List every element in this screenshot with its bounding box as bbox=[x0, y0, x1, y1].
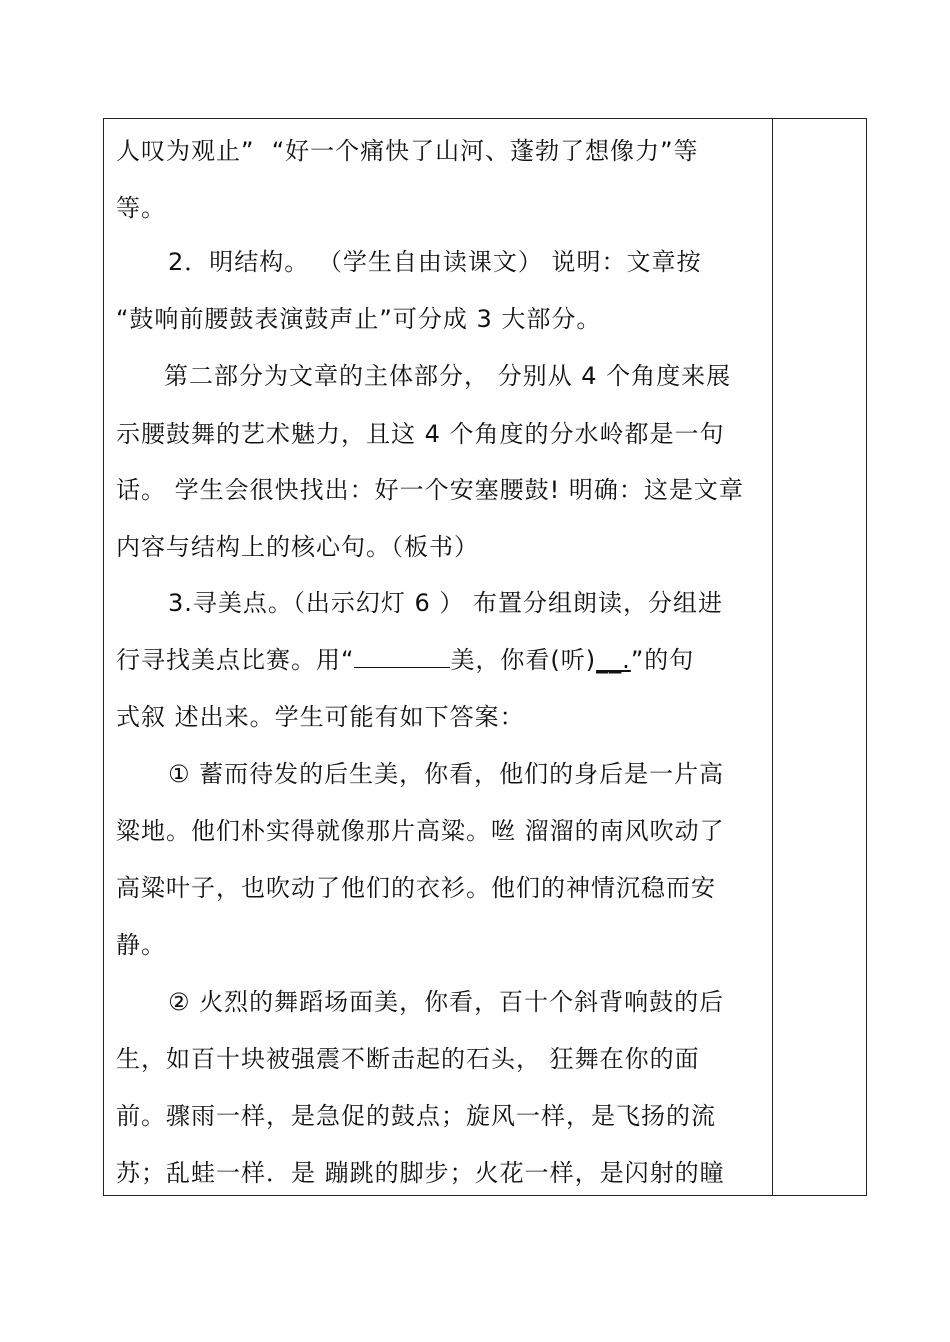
column-divider bbox=[772, 119, 773, 1195]
text-line: 人叹为观止” “好一个痛快了山河、蓬勃了想像力”等 bbox=[116, 137, 699, 165]
text-line: 式叙 述出来。学生可能有如下答案： bbox=[116, 703, 525, 731]
fill-blank-2: __. bbox=[596, 646, 631, 674]
text-line: 静。 bbox=[116, 931, 166, 959]
text-line: 话。 学生会很快找出：好一个安塞腰鼓! 明确：这是文章 bbox=[116, 476, 744, 504]
text-line: 高粱叶子，也吹动了他们的衣衫。他们的神情沉稳而安 bbox=[116, 874, 716, 902]
text-line: 生，如百十块被强震不断击起的石头， 狂舞在你的面 bbox=[116, 1045, 700, 1073]
main-text-cell bbox=[116, 119, 766, 1195]
text-line: 粱地。他们朴实得就像那片高粱。咝 溜溜的南风吹动了 bbox=[116, 817, 725, 845]
sentence-pattern-end: ”的句 bbox=[630, 646, 695, 674]
text-line: 3.寻美点。（出示幻灯 6 ） 布置分组朗读，分组进 bbox=[168, 589, 724, 617]
text-line: 苏；乱蛙一样．是 蹦跳的脚步；火花一样，是闪射的瞳 bbox=[116, 1159, 725, 1187]
text-line: 示腰鼓舞的艺术魅力，且这 4 个角度的分水岭都是一句 bbox=[116, 420, 725, 448]
text-line: 等。 bbox=[116, 194, 166, 222]
text-line: ① 蓄而待发的后生美，你看，他们的身后是一片高 bbox=[168, 760, 725, 788]
sentence-pattern-start: 行寻找美点比赛。用“ bbox=[116, 646, 355, 674]
text-line: ② 火烈的舞蹈场面美，你看，百十个斜背响鼓的后 bbox=[168, 988, 725, 1016]
text-line: 内容与结构上的核心句。（板书） bbox=[116, 533, 479, 561]
text-line: 第二部分为文章的主体部分， 分别从 4 个角度来展 bbox=[164, 362, 732, 390]
text-line: “鼓响前腰鼓表演鼓声止”可分成 3 大部分。 bbox=[116, 305, 602, 333]
sentence-pattern-middle: 美，你看(听) bbox=[450, 646, 597, 674]
text-line-with-blanks bbox=[116, 632, 694, 689]
content-table bbox=[103, 118, 867, 1196]
text-line: 2．明结构。 （学生自由读课文） 说明：文章按 bbox=[168, 248, 702, 276]
fill-blank-1 bbox=[354, 667, 450, 668]
text-line: 前。骤雨一样，是急促的鼓点；旋风一样，是飞扬的流 bbox=[116, 1102, 716, 1130]
